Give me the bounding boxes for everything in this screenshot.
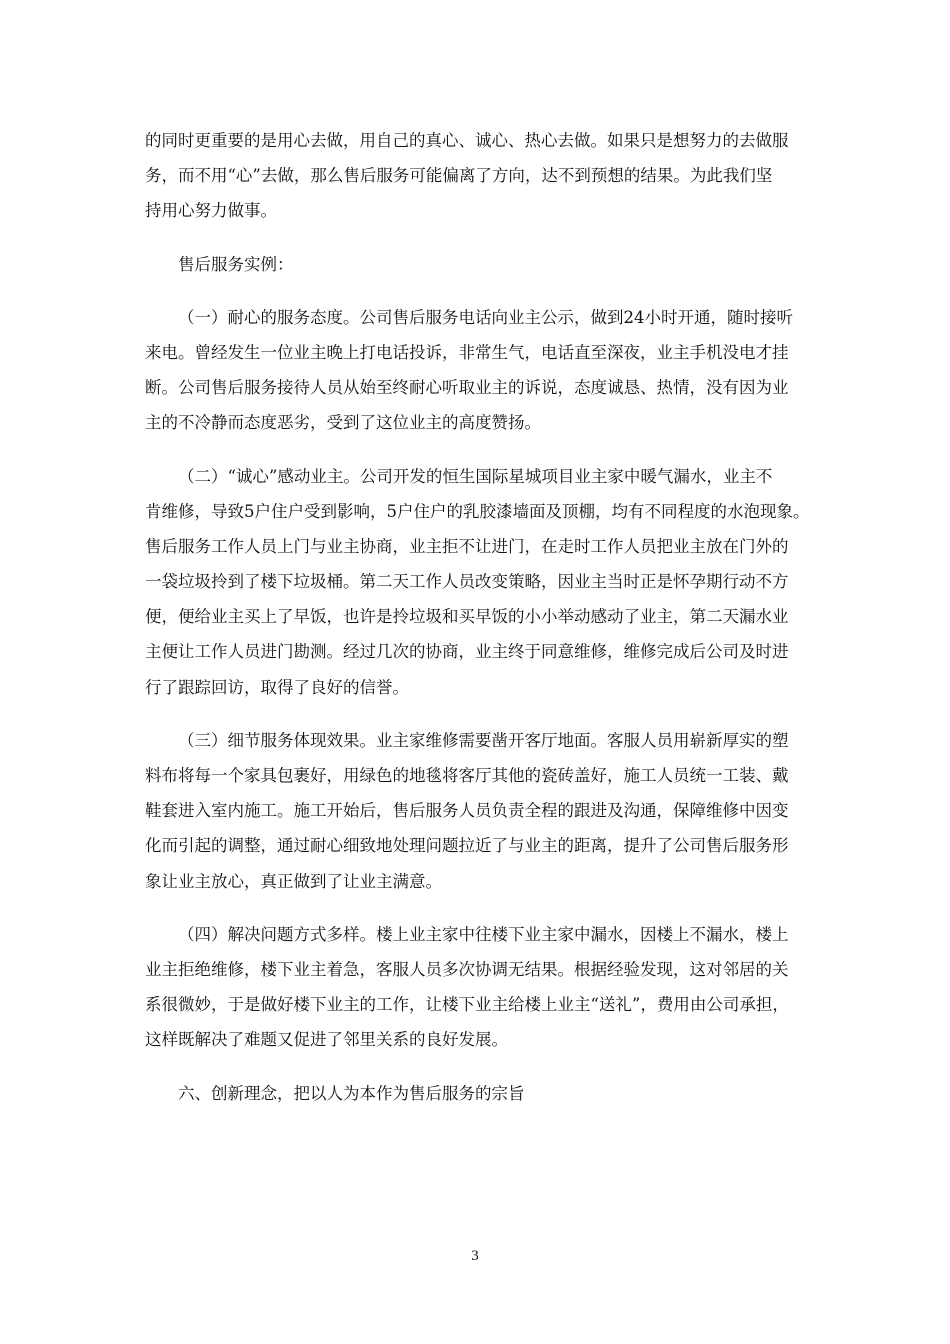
- paragraph-gap: [145, 229, 810, 247]
- paragraph-line: 的同时更重要的是用心去做，用自己的真心、诚心、热心去做。如果只是想努力的去做服: [145, 131, 789, 150]
- paragraph-gap: [145, 441, 810, 459]
- paragraph-gap: [145, 1058, 810, 1076]
- paragraph-line: 象让业主放心，真正做到了让业主满意。: [145, 871, 442, 891]
- paragraph-line: 肯维修，导致5户住户受到影响，5户住户的乳胶漆墙面及顶棚，均有不同程度的水泡现象。: [145, 501, 810, 521]
- paragraph-line: （四）解决问题方式多样。楼上业主家中往楼下业主家中漏水，因楼上不漏水，楼上: [178, 924, 789, 944]
- body-text: [145, 123, 810, 1111]
- paragraph-line: 断。公司售后服务接待人员从始至终耐心听取业主的诉说，态度诚恳、热情，没有因为业: [145, 378, 789, 398]
- paragraph-line: 务，而不用“心”去做，那么售后服务可能偏离了方向，达不到预想的结果。为此我们坚: [145, 166, 773, 186]
- paragraph-line: （一）耐心的服务态度。公司售后服务电话向业主公示，做到24小时开通，随时接听: [178, 307, 793, 327]
- paragraph-line: 来电。曾经发生一位业主晚上打电话投诉，非常生气，电话直至深夜，业主手机没电才挂: [145, 342, 789, 362]
- paragraph: [145, 300, 810, 441]
- paragraph-line: 鞋套进入室内施工。施工开始后，售后服务人员负责全程的跟进及沟通，保障维修中因变: [145, 801, 789, 821]
- paragraph-gap: [145, 282, 810, 300]
- paragraph-line: 售后服务实例：: [178, 254, 294, 274]
- paragraph-line: 一袋垃圾拎到了楼下垃圾桶。第二天工作人员改变策略，因业主当时正是怀孕期行动不方: [145, 572, 789, 592]
- paragraph-line: 主的不冷静而态度恶劣，受到了这位业主的高度赞扬。: [145, 413, 541, 433]
- paragraph-line: 这样既解决了难题又促进了邻里关系的良好发展。: [145, 1030, 508, 1050]
- paragraph-line: 持用心努力做事。: [145, 201, 277, 221]
- paragraph-line: 系很微妙，于是做好楼下业主的工作，让楼下业主给楼上业主“送礼”，费用由公司承担，: [145, 995, 789, 1015]
- paragraph-line: 售后服务工作人员上门与业主协商，业主拒不让进门，在走时工作人员把业主放在门外的: [145, 536, 789, 556]
- paragraph: [145, 459, 810, 705]
- paragraph-gap: [145, 899, 810, 917]
- paragraph-line: 六、创新理念，把以人为本作为售后服务的宗旨: [178, 1083, 525, 1103]
- paragraph: [145, 247, 810, 282]
- paragraph-line: 化而引起的调整，通过耐心细致地处理问题拉近了与业主的距离，提升了公司售后服务形: [145, 836, 789, 856]
- paragraph-line: （二）“诚心”感动业主。公司开发的恒生国际星城项目业主家中暖气漏水，业主不: [178, 466, 773, 486]
- paragraph: [145, 123, 810, 229]
- paragraph-line: 行了跟踪回访，取得了良好的信誉。: [145, 677, 409, 697]
- paragraph-line: 料布将每一个家具包裹好，用绿色的地毯将客厅其他的瓷砖盖好，施工人员统一工装、戴: [145, 766, 789, 785]
- paragraph: [145, 917, 810, 1058]
- paragraph: [145, 723, 810, 899]
- page-number: 3: [471, 1248, 479, 1264]
- paragraph-line: 便，便给业主买上了早饭，也许是拎垃圾和买早饭的小小举动感动了业主，第二天漏水业: [145, 607, 789, 627]
- paragraph: [145, 1076, 810, 1111]
- paragraph-line: 主便让工作人员进门勘测。经过几次的协商，业主终于同意维修，维修完成后公司及时进: [145, 642, 789, 662]
- paragraph-line: （三）细节服务体现效果。业主家维修需要凿开客厅地面。客服人员用崭新厚实的塑: [178, 730, 789, 750]
- paragraph-gap: [145, 705, 810, 723]
- paragraph-line: 业主拒绝维修，楼下业主着急，客服人员多次协调无结果。根据经验发现，这对邻居的关: [145, 959, 789, 979]
